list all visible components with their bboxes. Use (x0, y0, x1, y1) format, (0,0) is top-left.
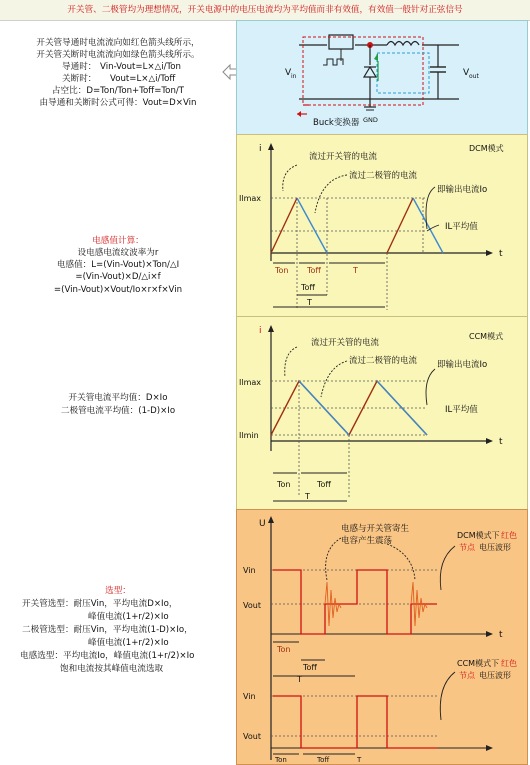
volt-vin: Vin (243, 566, 256, 575)
ringing-label-2: 电容产生震荡 (341, 536, 393, 546)
ccm-toff: Toff (317, 480, 331, 489)
ccm-volt-label-d: 电压波形 (479, 671, 511, 680)
buck-name: Buck变换器 (313, 118, 360, 128)
volt-t: T (297, 675, 302, 684)
dcm-toff-2: Toff (301, 283, 315, 292)
ccm-volt-label-b: 红色 (501, 659, 517, 668)
voltage-panel (236, 509, 528, 765)
dcm-volt-label-b: 红色 (501, 531, 517, 540)
vout-label: V (463, 68, 470, 78)
ccm-voltage-wave (273, 696, 437, 748)
gnd-label: GND (363, 116, 378, 124)
dcm-voltage-wave (273, 570, 437, 634)
selection-line-6: 饱和电流按其峰值电流选取 (60, 664, 164, 674)
ccm-axis-t: t (499, 437, 503, 447)
dcm-t: T (353, 266, 358, 275)
ccm-t: T (305, 492, 310, 501)
intro-line-2: 开关管关断时电流流向如绿色箭头线所示。 (36, 50, 200, 60)
ccm-volt-label-c: 节点 (459, 671, 475, 680)
dcm-rise-1 (271, 198, 297, 253)
green-arrow (374, 53, 378, 61)
selection-title: 选型： (105, 586, 131, 596)
volt-toff: Toff (303, 663, 317, 672)
selection-line-3: 二极管选型：耐压Vin，平均电流(1-D)×Io， (22, 625, 193, 635)
inductor-line-2: 电感值：L=(Vin-Vout)×Ton/△I (56, 260, 180, 270)
ccm-ilmax: Ilmax (239, 378, 262, 387)
on-current-path (303, 37, 423, 105)
selection-line-4: 峰值电流(1+r/2)×Io (88, 638, 169, 648)
dcm-axis-i: i (259, 144, 262, 154)
dcm-rise-2 (387, 198, 413, 253)
volt-axis-u: U (259, 519, 266, 529)
ccm-ilmin: Ilmin (239, 431, 259, 440)
volt-toff-2: Toff (317, 756, 330, 764)
volt-vin-2: Vin (243, 692, 256, 701)
dcm-ilmax: Ilmax (239, 194, 262, 203)
dcm-ton: Ton (275, 266, 289, 275)
pwm-signal (323, 59, 343, 65)
dcm-fall-1 (297, 198, 327, 253)
dcm-sw-current: 流过开关管的电流 (309, 152, 378, 162)
vin-label: V (285, 68, 292, 78)
ccm-panel (236, 316, 528, 510)
inductor-title: 电感值计算： (92, 236, 144, 246)
ccm-output-current: 即输出电流Io (437, 360, 488, 370)
dcm-panel (236, 134, 528, 318)
dcm-volt-label-c: 节点 (459, 543, 475, 552)
selection-line-1: 开关管选型：耐压Vin，平均电流D×Io， (22, 599, 178, 609)
buck-circuit (237, 21, 527, 134)
volt-ton-2: Ton (275, 756, 287, 764)
ccm-sw-current: 流过开关管的电流 (311, 338, 380, 348)
dcm-mode: DCM模式 (469, 144, 504, 153)
duty-cycle: 占空比：D=Ton/Ton+Toff=Ton/T (51, 86, 185, 96)
ccm-ton: Ton (277, 480, 291, 489)
ccm-volt-label-a: CCM模式下 (457, 659, 500, 668)
ccm-diode-current: 流过二极管的电流 (349, 356, 418, 366)
off-formula: Vout=L×△i/Toff (110, 74, 176, 84)
dcm-volt-label-a: DCM模式下 (457, 531, 500, 540)
top-banner (0, 0, 530, 21)
ringing-label-1: 电感与开关管寄生 (341, 524, 410, 534)
dcm-chart (237, 135, 527, 317)
off-label: 关断时： (62, 74, 97, 84)
on-label: 导通时： (62, 62, 97, 72)
vout-sub: out (469, 73, 479, 80)
dcm-volt-label-d: 电压波形 (479, 543, 511, 552)
dcm-output-current: 即输出电流Io (437, 185, 488, 195)
ccm-axis-i: i (259, 326, 262, 336)
selection-line-2: 峰值电流(1+r/2)×Io (88, 612, 169, 622)
ccm-il-avg: IL平均值 (445, 405, 478, 415)
dcm-il-avg: IL平均值 (445, 222, 478, 232)
selection-line-5: 电感选型：平均电流Io，峰值电流(1+r/2)×Io (20, 651, 195, 661)
dcm-toff: Toff (307, 266, 321, 275)
volt-axis-t: t (499, 630, 503, 640)
voltage-chart (237, 510, 527, 764)
inductor-line-1: 设电感电流纹波率为r (77, 248, 159, 258)
switch-avg-current: 开关管电流平均值：D×Io (68, 393, 168, 403)
dcm-diode-current: 流过二极管的电流 (349, 171, 418, 181)
volt-ton: Ton (277, 645, 291, 654)
banner-text: 开关管、二极管均为理想情况，开关电源中的电压电流均为平均值而非有效值，有效值一般针对正弦信号 (67, 5, 463, 15)
vin-sub: in (291, 73, 297, 80)
vout-result: 由导通和关断时公式可得：Vout=D×Vin (39, 98, 197, 108)
volt-vout: Vout (243, 601, 261, 610)
off-current-path (377, 53, 429, 93)
volt-t-2: T (357, 756, 362, 764)
inductor-symbol (387, 42, 419, 46)
on-formula: Vin-Vout=L×△i/Ton (100, 62, 181, 72)
intro-line-1: 开关管导通时电流流向如红色箭头线所示， (36, 38, 200, 48)
dcm-axis-t: t (499, 249, 503, 259)
ccm-chart (237, 317, 527, 509)
diode-avg-current: 二极管电流平均值：(1-D)×Io (60, 406, 176, 416)
inductor-line-4: =(Vin-Vout)×Vout/Io×r×f×Vin (53, 285, 183, 295)
circuit-panel (236, 20, 528, 135)
inductor-line-3: =(Vin-Vout)×D/△i×f (75, 272, 161, 282)
ccm-mode: CCM模式 (469, 332, 504, 341)
dcm-t-2: T (307, 298, 312, 307)
volt-vout-2: Vout (243, 732, 261, 741)
diode-symbol (364, 67, 376, 77)
